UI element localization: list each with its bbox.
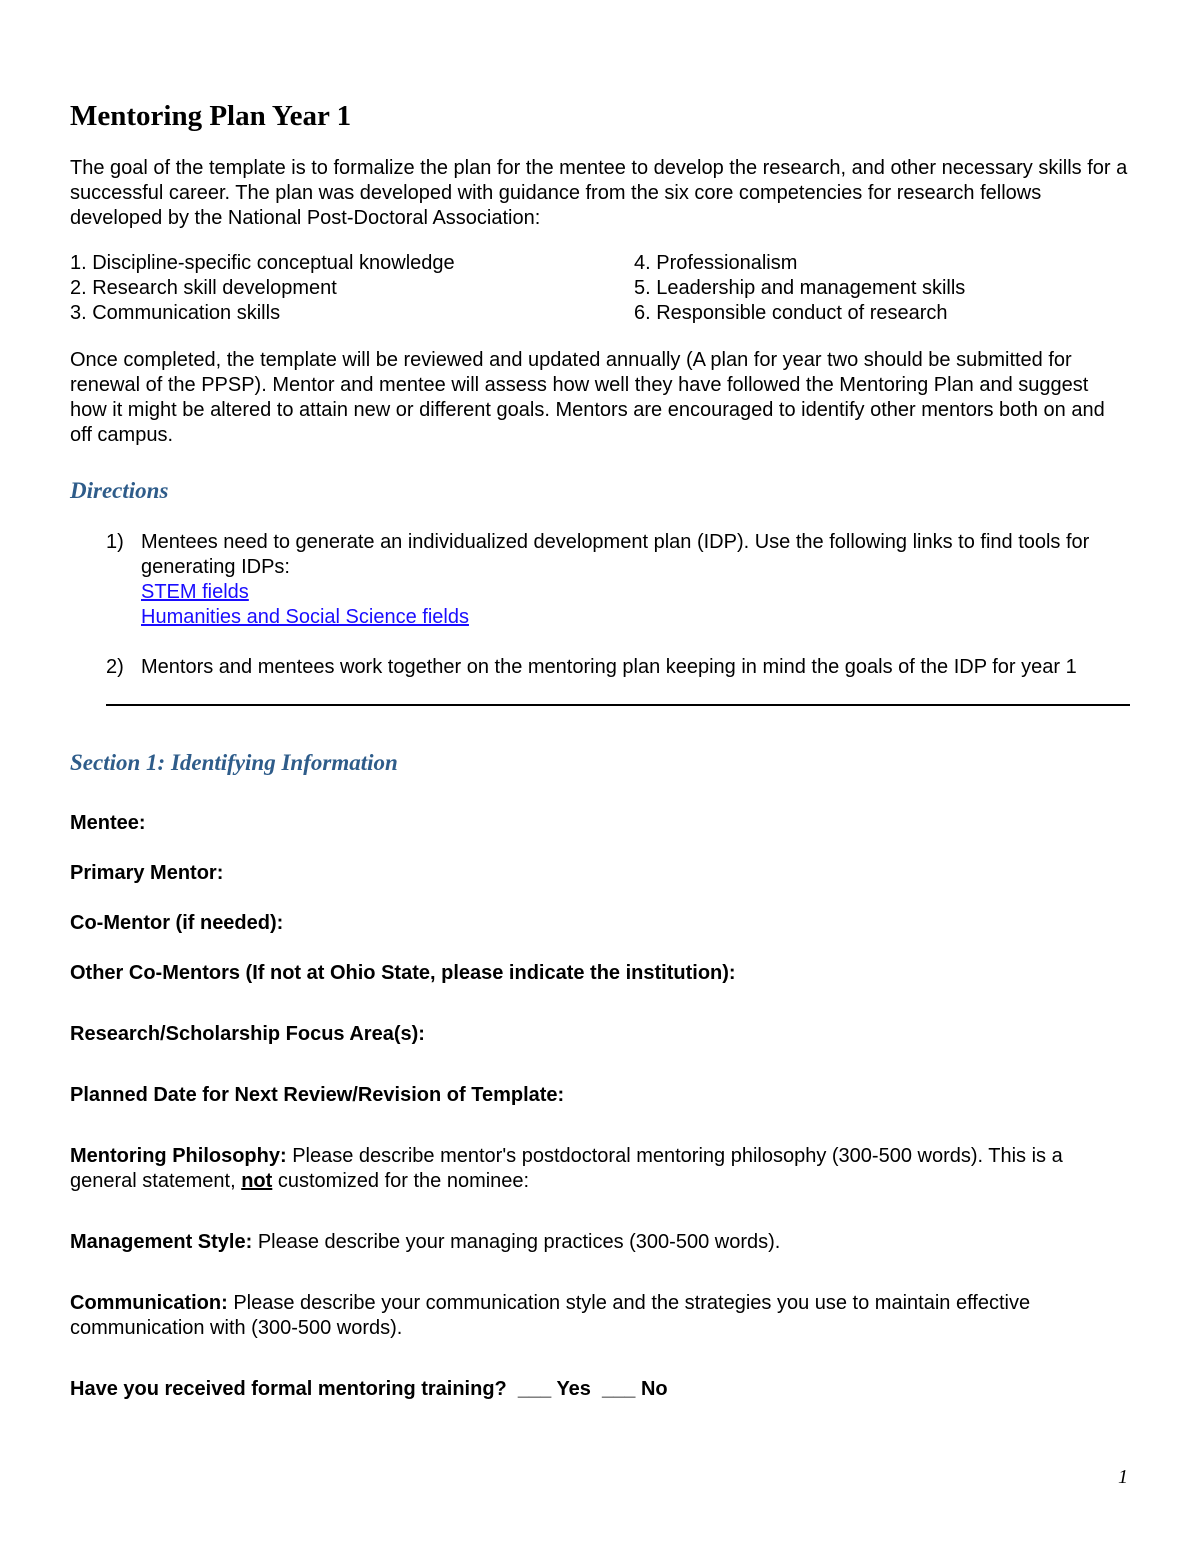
document-title: Mentoring Plan Year 1	[70, 100, 352, 132]
review-paragraph: Once completed, the template will be reviewed and updated annually (A plan for year two should be submitted for renewal of the PPSP). Mentor and mentee will assess how well they have followed the Mentoring Plan and suggest how it might be altered to attain new or different goals. Mentors are encouraged to identify other mentors both on and off campus.	[70, 349, 1105, 446]
competencies-list	[70, 251, 1130, 326]
mentoring-training-question: Have you received formal mentoring training? ___ Yes ___ No	[70, 1378, 668, 1400]
list-number: 1)	[106, 531, 124, 553]
list-number: 2)	[106, 656, 124, 678]
directions-heading: Directions	[70, 478, 169, 503]
directions-list	[70, 530, 1130, 680]
primary-mentor-field: Primary Mentor:	[70, 862, 224, 884]
competency-item: 4. Professionalism	[634, 252, 798, 274]
horizontal-divider	[106, 704, 1130, 706]
section1-heading: Section 1: Identifying Information	[70, 750, 398, 775]
research-focus-field: Research/Scholarship Focus Area(s):	[70, 1023, 425, 1045]
direction-text: Mentors and mentees work together on the mentoring plan keeping in mind the goals of the IDP for year 1	[141, 656, 1077, 678]
stem-fields-link[interactable]: STEM fields	[141, 581, 249, 603]
intro-paragraph: The goal of the template is to formalize the plan for the mentee to develop the research, and other necessary skills for a successful career. The plan was developed with guidance from the six core competencies for research fellows developed by the National Post-Doctoral Association:	[70, 157, 1128, 229]
direction-text: Mentees need to generate an individualized development plan (IDP). Use the following links to find tools for generating IDPs:	[141, 531, 1090, 578]
competency-item: 5. Leadership and management skills	[634, 277, 966, 299]
document-page	[70, 96, 1130, 1402]
management-style-field: Management Style: Please describe your managing practices (300-500 words).	[70, 1231, 781, 1253]
communication-field: Communication: Please describe your communication style and the strategies you use to maintain effective communication with (300-500 words).	[70, 1292, 1031, 1339]
mentee-field: Mentee:	[70, 812, 146, 834]
planned-date-field: Planned Date for Next Review/Revision of Template:	[70, 1084, 565, 1106]
competency-item: 2. Research skill development	[70, 277, 337, 299]
co-mentor-field: Co-Mentor (if needed):	[70, 912, 284, 934]
list-item	[106, 530, 1130, 630]
competency-item: 6. Responsible conduct of research	[634, 302, 948, 324]
competency-item: 3. Communication skills	[70, 302, 281, 324]
list-item	[106, 655, 1130, 680]
other-co-mentors-field: Other Co-Mentors (If not at Ohio State, please indicate the institution):	[70, 962, 736, 984]
page-number: 1	[1118, 1466, 1128, 1488]
humanities-fields-link[interactable]: Humanities and Social Science fields	[141, 606, 469, 628]
competency-item: 1. Discipline-specific conceptual knowledge	[70, 252, 455, 274]
mentoring-philosophy-field: Mentoring Philosophy: Please describe mentor's postdoctoral mentoring philosophy (300-500 words). This is a general statement, not customized for the nominee:	[70, 1145, 1063, 1192]
